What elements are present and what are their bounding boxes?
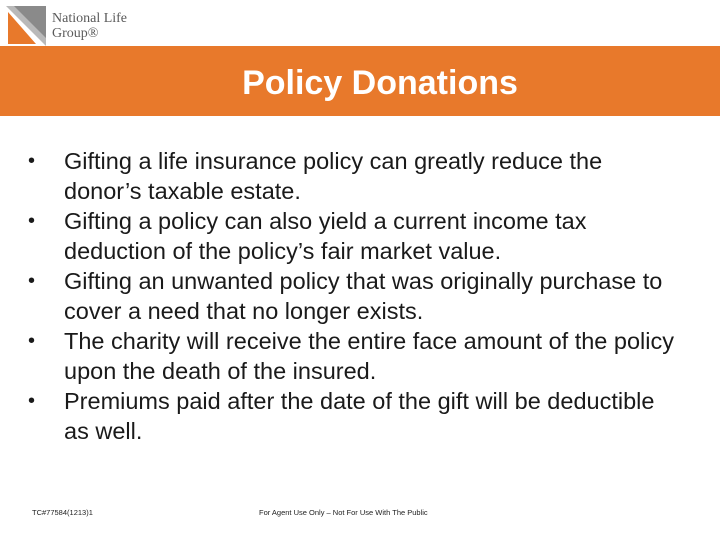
logo-line-1: National Life	[52, 11, 128, 26]
bullet-text: Gifting an unwanted policy that was originally purchase to cover a need that no longer exists.	[64, 268, 663, 324]
list-item	[26, 206, 676, 266]
list-item	[26, 266, 676, 326]
national-life-logo-icon	[6, 6, 46, 46]
list-item	[26, 326, 676, 386]
bullet-icon: •	[28, 330, 36, 352]
bullet-icon: •	[28, 390, 36, 412]
list-item	[26, 386, 676, 446]
bullet-text: Gifting a life insurance policy can greatly reduce the donor’s taxable estate.	[64, 148, 603, 204]
logo-wordmark	[52, 11, 127, 41]
bullet-list	[26, 146, 676, 446]
footer-disclaimer: For Agent Use Only – Not For Use With The Public	[259, 508, 428, 517]
bullet-icon: •	[28, 210, 36, 232]
bullet-text: Premiums paid after the date of the gift will be deductible as well.	[64, 388, 655, 444]
bullet-icon: •	[28, 270, 36, 292]
footer-code: TC#77584(1213)1	[32, 508, 93, 517]
bullet-text: The charity will receive the entire face amount of the policy upon the death of the insured.	[64, 328, 674, 384]
list-item	[26, 146, 676, 206]
logo-line-2: Group®	[52, 26, 99, 41]
company-logo	[6, 6, 127, 46]
slide-title: Policy Donations	[242, 64, 518, 102]
bullet-text: Gifting a policy can also yield a current income tax deduction of the policy’s fair market value.	[64, 208, 587, 264]
bullet-icon: •	[28, 150, 36, 172]
title-bar	[0, 46, 720, 116]
